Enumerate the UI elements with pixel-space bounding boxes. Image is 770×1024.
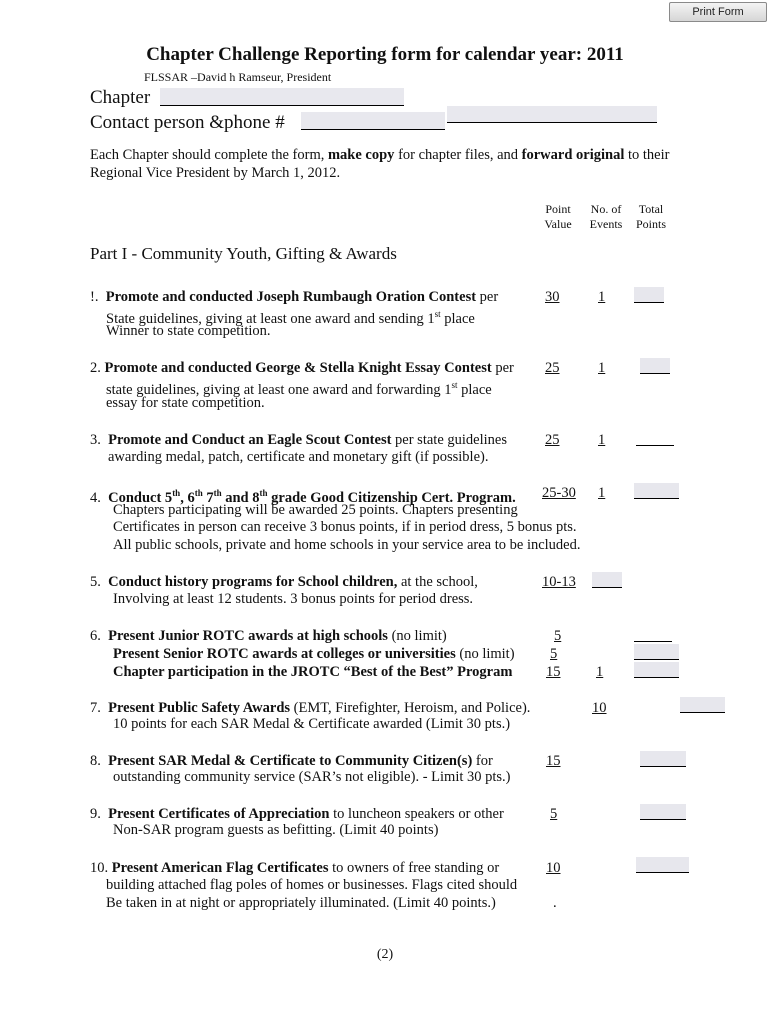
contact-label: Contact person &phone # xyxy=(90,112,285,133)
contact-phone-field[interactable] xyxy=(447,106,657,123)
item-6-senior-total-field[interactable] xyxy=(634,644,679,660)
page-title: Chapter Challenge Reporting form for calendar year: 2011 xyxy=(146,44,624,65)
item-4-points: 25-30 xyxy=(542,485,576,501)
item-8-line-1: 8. Present SAR Medal & Certificate to Community Citizen(s) for xyxy=(90,753,493,769)
item-9-line-2: Non-SAR program guests as befitting. (Limit 40 points) xyxy=(113,822,439,838)
item-10-total-field[interactable] xyxy=(636,857,689,873)
item-1-line-3: Winner to state competition. xyxy=(106,323,271,339)
item-3-points: 25 xyxy=(545,432,560,448)
item-7-total-field[interactable] xyxy=(680,697,725,713)
item-8-points: 15 xyxy=(546,753,561,769)
chapter-field[interactable] xyxy=(160,88,404,106)
item-6-junior-points: 5 xyxy=(554,628,562,644)
item-1-line-1: !. Promote and conducted Joseph Rumbaugh Oration Contest per xyxy=(90,289,499,305)
item-10-points: 10 xyxy=(546,860,561,876)
item-7-line-1: 7. Present Public Safety Awards (EMT, Firefighter, Heroism, and Police). xyxy=(90,700,531,716)
item-1-total-field[interactable] xyxy=(634,287,664,303)
col-point-value: Point Value xyxy=(544,202,572,231)
item-2-line-3: essay for state competition. xyxy=(106,395,265,411)
item-1-line-2: State guidelines, giving at least one award and sending 1st place xyxy=(106,309,475,327)
item-10-line-1: 10. Present American Flag Certificates to owners of free standing or xyxy=(90,860,500,876)
item-1-events: 1 xyxy=(598,289,606,305)
item-7-line-2: 10 points for each SAR Medal & Certificate awarded (Limit 30 pts.) xyxy=(113,716,511,732)
item-6-jrotc-events: 1 xyxy=(596,664,604,680)
item-4-line-3: Certificates in person can receive 3 bonus points, if in period dress, 5 bonus pts. xyxy=(113,519,577,535)
item-2-line-1: 2. Promote and conducted George & Stella Knight Essay Contest per xyxy=(90,360,514,376)
part-heading: Part I - Community Youth, Gifting & Awards xyxy=(90,244,397,263)
item-9-points: 5 xyxy=(550,806,558,822)
item-3-total-field[interactable] xyxy=(636,430,674,446)
page-number: (2) xyxy=(376,947,394,962)
item-3-line-2: awarding medal, patch, certificate and monetary gift (if possible). xyxy=(108,449,489,465)
item-6-line-1: 6. Present Junior ROTC awards at high schools (no limit) xyxy=(90,628,447,644)
item-6-senior-points: 5 xyxy=(550,646,558,662)
item-2-line-2: state guidelines, giving at least one award and forwarding 1st place xyxy=(106,380,492,398)
item-5-line-1: 5. Conduct history programs for School children, at the school, xyxy=(90,574,478,590)
intro-line-1: Each Chapter should complete the form, make copy for chapter files, and forward original to their xyxy=(90,147,670,163)
item-8-total-field[interactable] xyxy=(640,751,686,767)
item-5-line-2: Involving at least 12 students. 3 bonus points for period dress. xyxy=(113,591,474,607)
item-3-events: 1 xyxy=(598,432,606,448)
item-5-points: 10-13 xyxy=(542,574,576,590)
subtitle: FLSSAR –David h Ramseur, President xyxy=(144,70,332,84)
col-no-of-events: No. of Events xyxy=(589,202,623,231)
item-4-total-field[interactable] xyxy=(634,483,679,499)
item-9-line-1: 9. Present Certificates of Appreciation to luncheon speakers or other xyxy=(90,806,504,822)
item-8-line-2: outstanding community service (SAR’s not eligible). - Limit 30 pts.) xyxy=(113,769,511,785)
item-4-events: 1 xyxy=(598,485,606,501)
item-9-total-field[interactable] xyxy=(640,804,686,820)
chapter-label: Chapter xyxy=(90,87,151,108)
print-form-button[interactable]: Print Form xyxy=(669,2,767,22)
item-2-total-field[interactable] xyxy=(640,358,670,374)
item-1-points: 30 xyxy=(545,289,560,305)
item-6-jrotc-points: 15 xyxy=(546,664,561,680)
item-4-line-4: All public schools, private and home schools in your service area to be included. xyxy=(113,537,581,553)
item-4-line-2: Chapters participating will be awarded 25 points. Chapters presenting xyxy=(113,502,518,518)
contact-name-field[interactable] xyxy=(301,112,445,130)
item-10-dot: . xyxy=(553,895,557,911)
item-5-total-field[interactable] xyxy=(592,572,622,588)
col-total-points: Total Points xyxy=(635,202,666,231)
item-6-line-2: Present Senior ROTC awards at colleges or universities (no limit) xyxy=(113,646,515,662)
item-4-line-1: 4. Conduct 5th, 6th 7th and 8th grade Good Citizenship Cert. Program. xyxy=(90,488,516,506)
item-3-line-1: 3. Promote and Conduct an Eagle Scout Contest per state guidelines xyxy=(90,432,507,448)
item-2-events: 1 xyxy=(598,360,606,376)
item-6-line-3: Chapter participation in the JROTC “Best of the Best” Program xyxy=(113,664,513,680)
item-2-points: 25 xyxy=(545,360,560,376)
item-6-junior-total-field[interactable] xyxy=(634,626,672,642)
item-10-line-2: building attached flag poles of homes or businesses. Flags cited should xyxy=(106,877,518,893)
intro-line-2: Regional Vice President by March 1, 2012. xyxy=(90,165,341,181)
item-7-points: 10 xyxy=(592,700,607,716)
item-6-jrotc-total-field[interactable] xyxy=(634,662,679,678)
item-10-line-3: Be taken in at night or appropriately illuminated. (Limit 40 points.) xyxy=(106,895,496,911)
